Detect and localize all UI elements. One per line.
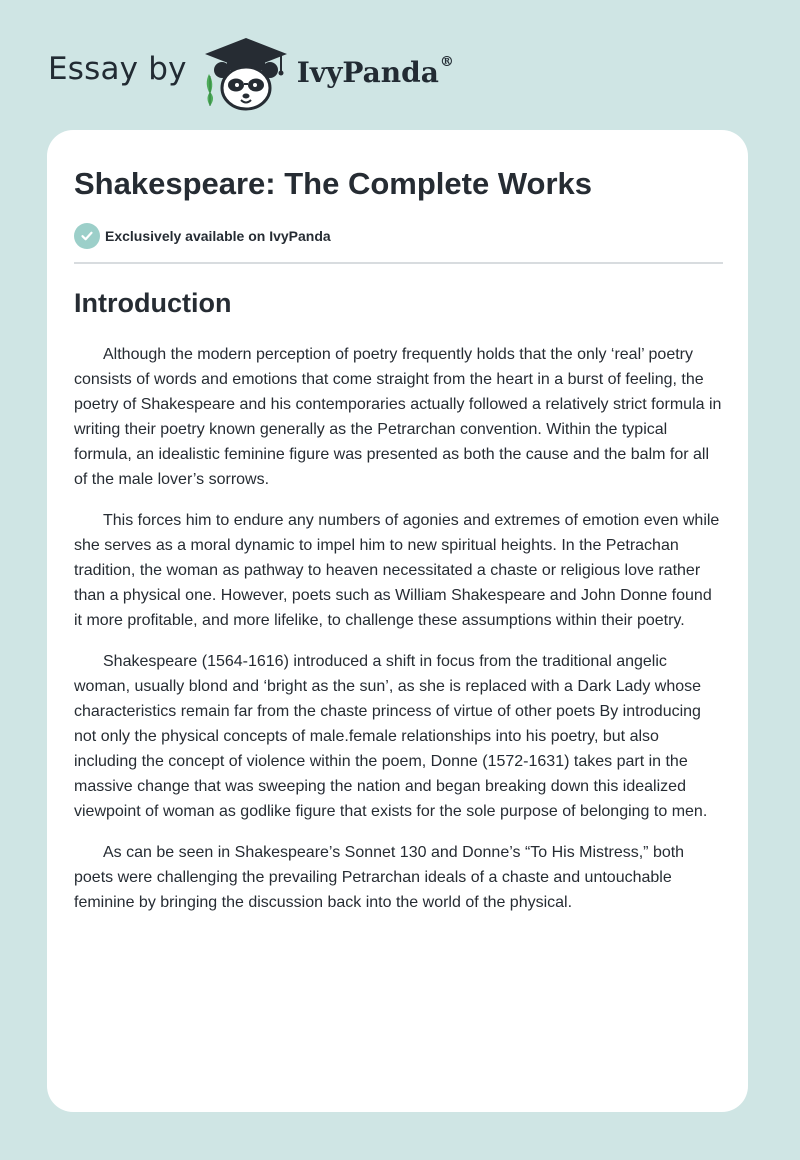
title-divider	[74, 262, 723, 264]
paragraph: As can be seen in Shakespeare’s Sonnet 130 and Donne’s “To His Mistress,” both poets were challenging the prevailing Petrarchan ideals of a chaste and untouchable feminine by bringing the discussion back into the world of the physical.	[74, 844, 685, 911]
essay-body	[74, 342, 723, 915]
paragraph: Shakespeare (1564-1616) introduced a shift in focus from the traditional angelic woman, usually blond and ‘bright as the sun’, as she is replaced with a Dark Lady whose characteristics remain far from the chaste princess of virtue of other poets By introducing not only the physical concepts of male.female relationships into his poetry, but also including the concept of violence within the poem, Donne (1572-1631) takes part in the massive change that was sweeping the nation and began breaking down this idealized viewpoint of woman as godlike figure that exists for the sole purpose of belonging to men.	[74, 653, 708, 820]
brand-name: IvyPanda®	[296, 53, 454, 89]
check-icon	[74, 223, 100, 249]
essay-content	[74, 130, 723, 931]
essay-title: Shakespeare: The Complete Works	[74, 166, 592, 201]
paragraph: Although the modern perception of poetry frequently holds that the only ‘real’ poetry consists of words and emotions that come straight from the heart in a burst of feeling, the poetry of Shakespeare and his contemporaries actually followed a relatively strict formula in writing their poetry known generally as the Petrarchan convention. Within the typical formula, an idealistic feminine figure was presented as both the cause and the balm for all of the male lover’s sorrows.	[74, 346, 722, 488]
site-header-brand[interactable]	[48, 36, 454, 112]
exclusive-badge-label: Exclusively available on IvyPanda	[105, 228, 331, 244]
essay-card	[47, 130, 748, 1112]
section-heading-introduction: Introduction	[74, 288, 232, 318]
panda-graduation-cap-logo	[201, 36, 291, 112]
paragraph: This forces him to endure any numbers of agonies and extremes of emotion even while she serves as a moral dynamic to impel him to new spiritual heights. In the Petrachan tradition, the woman as pathway to heaven necessitated a chaste or religious love rather than a physical one. However, poets such as William Shakespeare and John Donne found it more profitable, and more lifelike, to challenge these assumptions within their poetry.	[74, 512, 720, 629]
registered-mark: ®	[439, 53, 454, 70]
exclusive-badge	[74, 223, 723, 249]
brand-prefix: Essay by	[48, 51, 187, 87]
